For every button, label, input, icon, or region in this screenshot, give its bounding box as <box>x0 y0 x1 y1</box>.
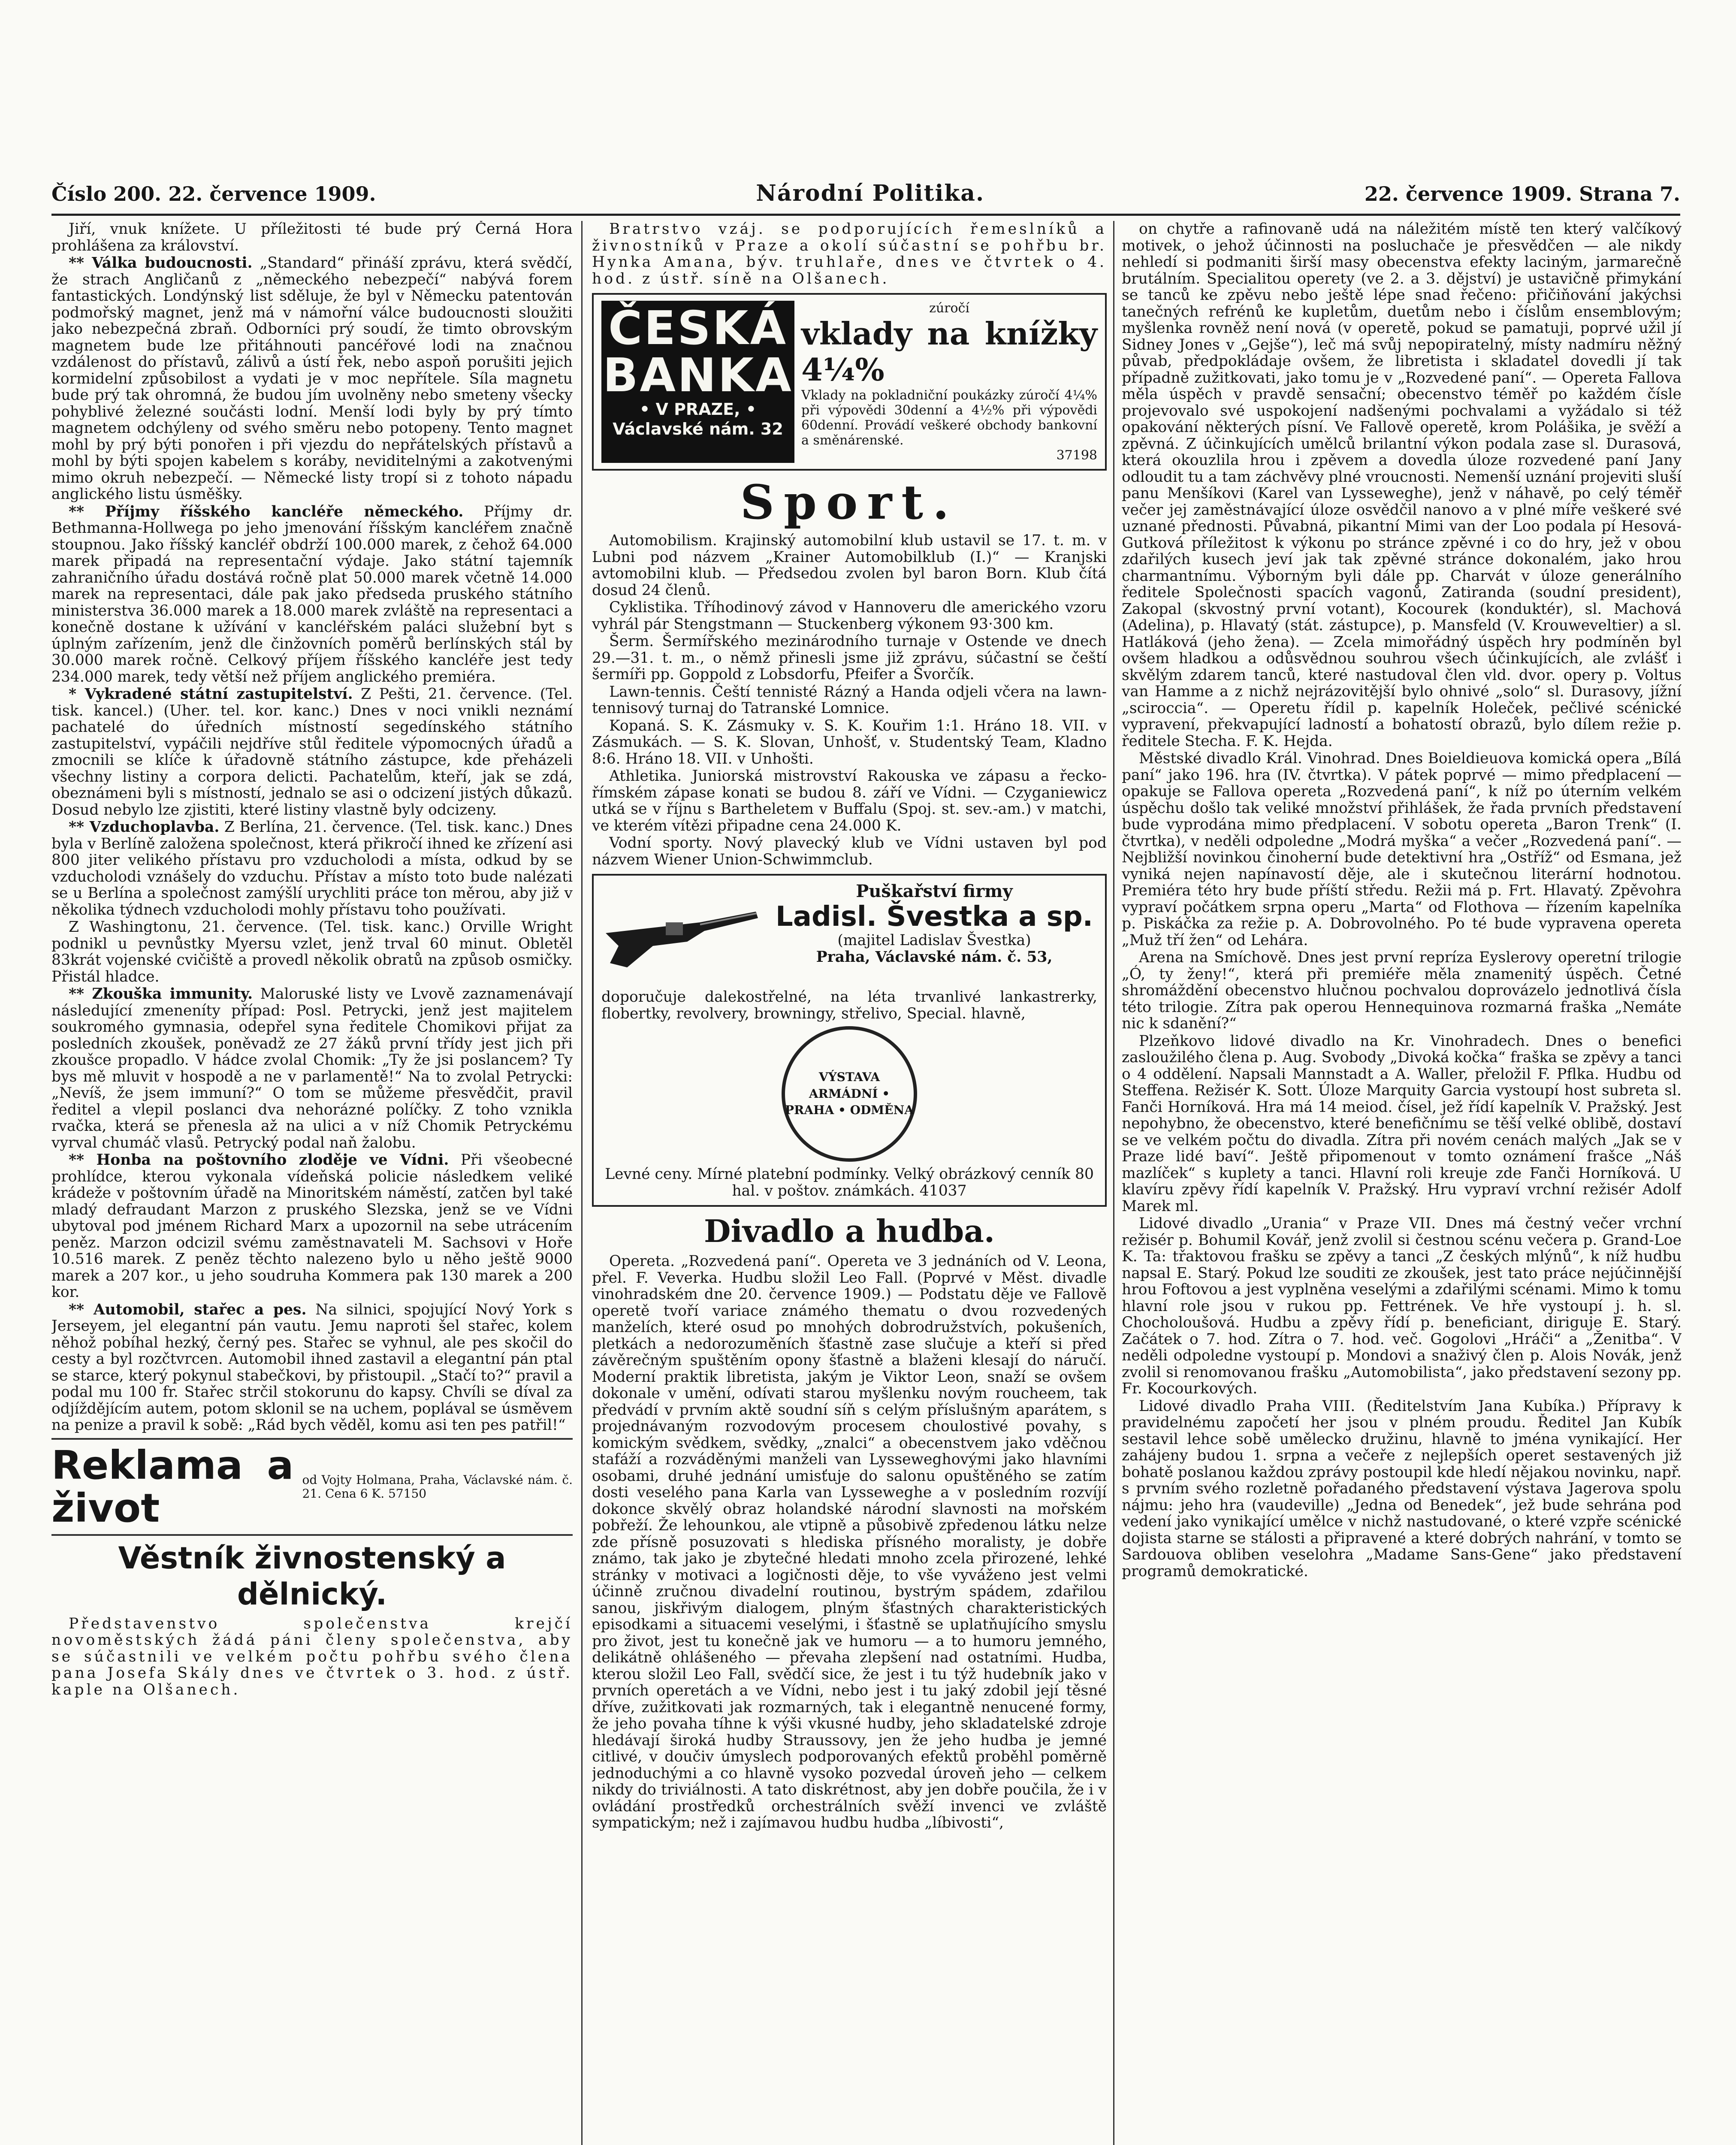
theatre-notice: Plzeňkovo lidové divadlo na Kr. Vinohradech. Dnes o benefici zasloužilého člena p. Aug. Svobody „Divoká kočka“ fraška se zpěvy a tanci o 4 oddělení. Napsali Mannstadt a A. Waller, přeložil F. Pflka. Hudbu od Steffena. Režisér K. Sott. Úloze Marquity Garcia vystoupí host subreta sl. Fanči Horníková. Hra má 14 meiod. čísel, jež řídí kapelník V. Pražský. Jest nepohybno, že obecenstvo, které benefičnímu se těší velké oblibě, dostaví se ve velkém počtu do divadla. Zítra při novém cenách malých „Jak se v Praze lidé baví“. Ještě připomenout v tomto oznámení frašce „Náš mazlíček“ s kuplety a tanci. Hlavní roli kreuje zde Fanči Horníková. U klavíru zpěvy řídí kapelník V. Pražský. Hru vypraví vrchní režisér Adolf Marek ml. <box>1122 1032 1682 1215</box>
bank-offer: zúročí vklady na knížky 4¼% Vklady na pokladniční poukázky zúročí 4¼% při výpovědi 30denní a 4½% při výpovědi 60denní. Provádí veškeré obchody bankovní a směnárenské. 37198 <box>801 301 1097 463</box>
sport-heading: Sport. <box>740 474 959 530</box>
theatre-notice: Městské divadlo Král. Vinohrad. Dnes Boieldieuova komická opera „Bílá paní“ jako 196. hra (IV. čtvrtka). V pátek poprvé — mimo předplacení — opakuje se Fallova opereta „Rozvedená paní“, k níž po úterním velkém úspěchu došlo tak veliké množství přihlášek, že řada prvních představení bude vyprodána mimo předplacení. V sobotu opereta „Baron Trenk“ (I. čtvrtka), v neděli odpoledne „Modrá myška“ a večer „Rozvedená paní“. — Nejbližší novinkou činoherní bude detektivní hra „Ostříž“ od Esmana, jež vyniká nejen napínavostí děje, ale i skutečnou literární hodnotou. Premiéra této hry bude příští středu. Režii má p. Frt. Hlavatý. Zpěvohra vypraví počátkem srpna operu „Marta“ od Flothova — řízením kapelníka p. Piskáčka za režie p. A. Dobrovolného. Po té bude vypravena opereta „Muž tří žen“ od Lehára. <box>1122 750 1682 949</box>
reklama-title: Reklama a život <box>51 1442 294 1531</box>
gun-shop-ad: Puškařství firmy Ladisl. Švestka a sp. (majitel Ladislav Švestka) Praha, Václavské nám. č. 53, doporučuje dalekostřelné, na léta trvanlivé lankastrerky, flobertky, revolvery, browningy, střelivo, Special. hlavně, VÝSTAVA ARMÁDNÍ • PRAHA • ODMĚNA Levné ceny. Mírné platební podmínky. Velký obrázkový cenník 80 hal. v poštov. známkách. 41037 <box>592 874 1107 1207</box>
divider <box>51 1534 573 1536</box>
shotgun-illustration <box>601 882 764 989</box>
gun-shop-info: Puškařství firmy Ladisl. Švestka a sp. (majitel Ladislav Švestka) Praha, Václavské nám. č. 53, <box>776 881 1093 966</box>
bank-logo: ČESKÁ BANKA • V PRAZE, • Václavské nám. 32 <box>601 301 794 463</box>
page-header <box>51 180 1680 210</box>
column-1 <box>51 221 573 2145</box>
reklama-info: od Vojty Holmana, Praha, Václavské nám. č. 21. Cena 6 K. 57150 <box>302 1472 573 1501</box>
sport-item: Athletika. Juniorská mistrovství Rakouska ve zápasu a řecko-římském zápase konati se budou 8. září ve Vídni. — Czyganiewicz utká se v říjnu s Bartheletem v Buffalu (Spoj. st. sev.-am.) v matchi, ve kterém vítězi připadne cena 24.000 K. <box>592 767 1107 834</box>
theatre-notice: Arena na Smíchově. Dnes jest první repríza Eyslerovy operetní trilogie „Ó, ty ženy!“, která při premiéře měla znamenitý úspěch. Četné shromáždění obecenstvo hlučnou pochvalou doprovázelo jednotlivá čísla této trilogie. Zítra pak operou Hennequinova rozmarná fraška „Nemáte nic k sdanění?“ <box>1122 949 1682 1032</box>
article: ** Vzduchoplavba. Z Berlína, 21. července. (Tel. tisk. kanc.) Dnes byla v Berlíně založena společnost, která přikročí ihned ke zřízení asi 800 jiter velikého přístavu pro vzducholodi a místa, odkud by se vzducholodi vznášely do vzduchu. Přístav a místo toto bude nalézati se u Berlína a společnost zamýšlí urychliti práce ton měrou, aby již v několika týdnech vzducholodi mohly přístavu toho používati. <box>51 819 573 918</box>
article-text: Bratrstvo vzáj. se podporujících řemeslníků a živnostníků v Praze a okolí súčastní se pohřbu br. Hynka Amana, býv. truhlaře, dnes ve čtvrtek o 4. hod. z ústř. síně na Olšanech. <box>592 221 1107 287</box>
sport-item: Šerm. Šermířského mezinárodního turnaje v Ostende ve dnech 29.—31. t. m., o němž přinesli jsme již zprávu, súčastní se čeští šermíři pp. Goppold z Lobsdorfu, Pfeifer a Švorčík. <box>592 633 1107 683</box>
masthead: Národní Politika. <box>756 180 985 206</box>
sport-item: Lawn-tennis. Čeští tennisté Rázný a Handa odjeli včera na lawn-tennisový turnaj do Tatranské Lomnice. <box>592 683 1107 717</box>
bank-rate: vklady na knížky 4¼% <box>801 315 1097 388</box>
exhibition-medal: VÝSTAVA ARMÁDNÍ • PRAHA • ODMĚNA <box>782 1026 917 1162</box>
article: ** Válka budoucnosti. „Standard“ přináší zprávu, která svědčí, že strach Angličanů z „německého nebezpečí“ nabývá forem fantastických. Londýnský list sděluje, že byl v Německu patentován podmořský magnet, jenž má v námořní válce budoucnosti sloužiti jako nebezpečná zbraň. Odborníci prý soudí, že timto obrovským magnetem bude lze přitáhnouti pancéřové lodi na značnou vzdálenost do přístavů, zálivů a ústí řek, nebo aspoň porušiti jejich kormidelní způsobilost a vydati je v moc nepřítele. Síla magnetu bude prý tak ohromná, že budou jím uvolněny nebo smeteny všecky pohyblivé železné součásti lodní. Menší lodi byly by prý tímto magnetem odchýleny od svého směru nebo potopeny. Tento magnet mohl by prý býti ponořen i při vjezdu do nepřátelských přístavů a mohl by býti spojen kabelem s koráby, neviditelnými a zakotvenými mimo okruh nebezpečí. — Německé listy tropí si z tohoto nápadu anglického listu úsměšky. <box>51 254 573 503</box>
sport-item: Automobilism. Krajinský automobilní klub ustavil se 17. t. m. v Lubni pod názvem „Krainer Automobilklub (I.)“ — Kranjski avtomobilni klub. — Předsedou zvolen byl baron Born. Klub čítá dosud 24 členů. <box>592 532 1107 599</box>
ceska-banka-ad <box>592 293 1107 471</box>
article: ** Příjmy říšského kancléře německého. Příjmy dr. Bethmanna-Hollwega po jeho jmenování říšským kancléřem značně stoupnou. Jako říšský kancléř obdrží 100.000 marek, z čehož 64.000 marek připadá na representační výdaje. Jako státní tajemník zahraničního úřadu dostává ročně plat 50.000 marek včetně 14.000 marek na representaci, dále pak jako předseda pruského státního ministerstva 36.000 marek a 18.000 marek zvláště na representaci a konečně dostane k užívání v kancléřském paláci služební byt s úplným zařízením, jenž dle činžovních poměrů berlínských stál by 30.000 marek ročně. Celkový příjem říšského kancléře jest tedy 234.000 marek, tedy větší než příjem anglického premiéra. <box>51 503 573 686</box>
review-text: on chytře a rafinovaně udá na náležitém místě ten který valčíkový motivek, o jehož účinnosti na posluchače je přesvědčen — ale nikdy nehledí si podmaniti širší masy obecenstva efekty laciným, jarmarečně brutálním. Specialitou operety (ve 2. a 3. dějství) je ustavičně přimykání se tanců ke zpěvu nebo ještě lépe snad řečeno: přičiňování jakýchsi tanečných refrénů ke kupletům, duetům nebo i číslům ensemblovým; myšlenka rovněž není nová (v operetě, pokud se pamatuji, poprvé užil jí Sidney Jones v „Gejše“), leč má svůj nepopiratelný, místy nadmíru něžný půvab, předpokládaje ovšem, že libretista i skladatel dovedli jí tak případně zužitkovati, jako tomu je v „Rozvedené paní“. — Opereta Fallova měla úspěch v pravdě sensační; obecenstvo téměř po každém čísle projevovalo své uspokojení nadšenými pochvalami a vyžádalo si též opakování některých písní. Ve Fallově operetě, krom Polášika, je svěží a zpěvná. Z účinkujících umělců brilantní výkon podala zase sl. Durasová, která okouzlila hrou i zpěvem a dovedla úloze rozvedené paní Jany odloudit tu a tam záchvěvy plné vroucnosti. Nemenší uznání projeviti sluší panu Menšíkovi (Karel van Lysseweghe), jenž v náhavě, po celý téměř večer jej zaměstnávající úloze osvědčil nanovo a v plné míře veškeré své uznané přednosti. Půvabná, pikantní Mimi van der Loo podala pí Hesová-Gutková příležitost k výkonu po stránce zpěvné i co do hry, jež v obou zdařilých kusech jeví jak tak zpěvné stránce dokonalém, jako hrou charmantnímu. Výborným byli dále pp. Charvát v úloze generálního ředitele Společnosti spacích vagonů, Zatiranda (soudní president), Zakopal (skvostný první votant), Kocourek (konduktér), sl. Machová (Adelina), p. Hlavatý (stát. zástupce), p. Mansfeld (V. Krouweveltier) a sl. Hatláková (jeho žena). — Zcela mimořádný úspěch hry podmíněn byl ovšem hladkou a odůsvědnou souhrou všech účinkujících, ale zvlášť i skvělým zdarem tanců, které nastudoval člen vld. dvor. opery p. Voltus van Hamme a z nichž nejrázovitější bylo ohnivé „solo“ sl. Durasovy, jížní „sciroccia“. — Operetu řídil p. kapelník Holeček, pečlivé scénické vypravení, překvapující ladností a bohatostí obrazů, bylo dílem režie p. ředitele Stecha. F. K. Hejda. <box>1122 221 1682 750</box>
reklama-ad <box>51 1444 573 1530</box>
review-text: Opereta. „Rozvedená paní“. Opereta ve 3 jednáních od V. Leona, přel. F. Veverka. Hudbu složil Leo Fall. (Poprvé v Měst. divadle vinohradském dne 20. července 1909.) — Podstatu děje ve Fallově operetě tvoří variace známého thematu o dvou rozvedených manželích, které osud po mnohých dobrodružstvích, pokušeních, pletkách a nedorozuměních šťastně zase slučuje a kteří si před závěrečným spuštěním opony šťastně a blaženi klesají do náručí. Moderní praktik libretista, jakým je Viktor Leon, snaží se ovšem dokonale v umění, odívati starou myšlenku novým roucheem, tak předvádí v prvním aktě soudní síň s celým příslušným aparátem, s projednávaným rozvodovým procesem choulostivé povahy, s komickým svědkem, svědky, „znalci“ a obecenstvem jako vděčnou stafáží a rozváděnými manželi van Lysseweghovými jako hlavními osobami, druhé jednání umisťuje do salonu opuštěného se zatím dosti veselého pana Karla van Lysseweghe a v posledním rozvíjí dokonce skvělý obraz holandské národní slavnosti na mořském pobřeží. Že lehounkou, ale vtipně a působivě zpředenou látku nelze zde přísně posuzovati s hlediska přísného moralisty, je dobře známo, tak jako je zbytečné hledati mnoho zcela přirozené, lehké stránky v motivaci a logičnosti děje, to vše vyváženo jest velmi účinně zručnou divadelní routinou, bystrým spádem, zdařilou sanou, jiskřivým dialogem, plným šťastných charakteristických episodkami a situacemi veselými, i šťastně se uplatňujícího smyslu pro život, jest tu konečně jak ve humoru — a to humoru jemného, delikátně ohlášeného — převaha zlepšení nad ostatními. Hudba, kterou složil Leo Fall, svědčí sice, že jest i tu týž hudebník jako v prvních operetách a ve Vídni, nebo jest i tu jaký zdobil její těsné dříve, zužitkovati jak rozmarných, tak i elegantně nenucené formy, že jeho povaha tíhne k výši vkusné hudby, jeho skladatelské zdroje hledávají široká hudby Straussovy, jen že jeho hudba je jemné citlivé, v doučiv úmyslech podporovaných efektů proběhl poměrně jednoduchými a co hlavně vysoko pozvedal úroveň jeho — celkem nikdy do triviálnosti. A tato diskrétnost, aby jen dobře poučila, že i v ovládání prostředků orchestrálních svěží invenci ve zvláště sympatickým; než i zajímavou hudbu hudba „líbivosti“, <box>592 1253 1107 1831</box>
sport-item: Cyklistika. Tříhodinový závod v Hannoveru dle amerického vzoru vyhrál pár Stengstmann — Stuckenberg výkonem 93·300 km. <box>592 599 1107 633</box>
sport-item: Vodní sporty. Nový plavecký klub ve Vídni ustaven byl pod názvem Wiener Union-Schwimmclub. <box>592 834 1107 868</box>
header-rule <box>51 214 1680 216</box>
article-text: Jiří, vnuk knížete. U příležitosti té bude prý Černá Hora prohlášena za království. <box>51 221 573 254</box>
column-divider <box>1113 221 1114 2145</box>
article: ** Automobil, stařec a pes. Na silnici, spojující Nový York s Jerseyem, jel elegantní pán vautu. Jemu naproti šel stařec, kolem něhož pobíhal hezký, černý pes. Stařec se vyhnul, ale pes skočil do cesty a byl rozčtvrcen. Automobil ihned zastavil a elegantní pán ptal se starce, který pokynul stabečkovi, by přistoupil. „Stačí to?“ pravil a podal mu 100 fr. Stařec strčil stokorunu do kapsy. Chvíli se díval za odjíždějícím autem, potom sklonil se na uchem, poplával se úsměvem na penize a pravil k sobě: „Rád bych věděl, komu asi ten pes patřil!“ <box>51 1301 573 1434</box>
article: ** Zkouška immunity. Maloruské listy ve Lvově zaznamenávají následující zmeneníty případ: Posl. Petrycki, jenž jest majitelem soukromého gymnasia, odepřel syna ředitele Chomikovi přijat za posledních zkoušek, poněvadž ze 27 žáků první třídy jest jich při zkoušce propadlo. V hádce zvolal Chomik: „Ty že jsi poslancem? Ty bys mě mluvit v hospodě a ne v parlamentě!“ Na to zvolal Petrycki: „Nevíš, že jsem immuní?“ O tom se můžeme přesvědčit, pravil ředitel a vlepil poslanci dva nehorázné políčky. Z toho vznikla rvačka, která se přenesla až na ulici a v níž Chomik Petryckému vyrval chumáč vlasů. Petrycký podal naň žalobu. <box>51 985 573 1151</box>
column-2 <box>592 221 1107 2145</box>
page-info: 22. července 1909. Strana 7. <box>1364 182 1680 205</box>
theatre-notice: Lidové divadlo Praha VIII. (Ředitelstvím Jana Kubíka.) Přípravy k pravidelnému započetí her jsou v plném proudu. Ředitel Jan Kubík sestavil lehce sobě umělecko družinu, hlavně to jména vynikající. Her zahájeny budou 1. srpna a večeře z nejlepších operet sestavených již bohatě poslanou každou zprávy postoupil kde hledí nějakou novinku, např. s prvním svého rozletně pořadaného představení výstava Jagerova spolu nájmu: jeho hra (vaudeville) „Jedna od Benedek“, jež bude sehrána pod vedení jako vynikající umělce v nichž nastudované, o které vzpře scénické dojista starne se stálosti a připravené a které dobrých nahrání, v tomto se Sardouova obliben veselohra „Madame Sans-Gene“ jako představení programů demokratické. <box>1122 1397 1682 1580</box>
column-divider <box>581 221 583 2145</box>
issue-info: Číslo 200. 22. července 1909. <box>51 182 376 205</box>
article: ** Honba na poštovního zloděje ve Vídni. Při všeobecné prohlídce, kterou vykonala vídeňská policie následkem veliké krádeže v poštovním úřadě na Minoritském náměstí, zatčen byl také mladý defraudant Marzon z pruského Slezska, jenž se ve Vídni ubytoval pod jménem Richard Marx a upozornil na sebe utrácením peněz. Marzon odcizil svému zaměstnavateli M. Sachsovi v Hoře 10.516 marek. Z peněz těchto nalezeno bylo u něho ještě 9000 marek a 207 kor., u jeho soudruha Kommera pak 130 marek a 200 kor. <box>51 1151 573 1301</box>
column-3 <box>1122 221 1682 2145</box>
section-heading: Divadlo a hudba. <box>704 1213 995 1249</box>
article: * Vykradené státní zastupitelství. Z Pešti, 21. července. (Tel. tisk. kancel.) (Uher. tel. kor. kanc.) Dnes v noci vnikli neznámí pachatelé do úředních místností segedínského státního zastupitelství, vypáčili nejdříve stůl ředitele výpomocných úřadů a zmocnili se klíče k úřadovně státního zástupce, kde přeházeli všechny listiny a corpora delicti. Pachatelům, kteří, jak se zdá, obeznámeni byli s místností, jednalo se asi o odcizení jistých důkazů. Dosud nebylo lze zjistiti, které listiny vlastně byly odcizeny. <box>51 686 573 819</box>
article-text: Z Washingtonu, 21. července. (Tel. tisk. kanc.) Orville Wright podnikl u pevnůstky Myersu vzlet, jenž trval 60 minut. Obletěl 83krát vojenské cvičiště a provedl několik obratů na způsob osmičky. Přistál hladce. <box>51 918 573 985</box>
divider <box>51 1438 573 1440</box>
section-heading: Věstník živnostenský a dělnický. <box>118 1540 506 1612</box>
sport-item: Kopaná. S. K. Zásmuky v. S. K. Kouřim 1:1. Hráno 18. VII. v Zásmukách. — S. K. Slovan, Unhošť, v. Studentský Team, Kladno 8:6. Hráno 18. VII. v Unhošti. <box>592 717 1107 767</box>
theatre-notice: Lidové divadlo „Urania“ v Praze VII. Dnes má čestný večer vrchní režisér p. Bohumil Kovář, jenž zvolil si čestnou scénu večera p. Grand-Loe K. Ta: třaktovou frašku se zpěvy a tanci „Z českých mlýnů“, k níž hudbu napsal E. Starý. Pokud lze souditi ze zkoušek, jest tato práce nejúčinnější hrou Foftovou a jest vyplněna veselými a zdařilými scénami. Mimo k tomu hlavní role jsou v rukou pp. Fettrének. Ve hře vystoupí j. h. sl. Chocholoušová. Hudbu a zpěvy řídí p. beneficiant, diriguje E. Starý. Začátek o 7. hod. Zítra o 7. hod. več. Gogolovi „Hráči“ a „Ženitba“. V neděli odpoledne vystoupí p. Mondovi a snaživý člen p. Alois Novák, jenž zvolil si renomovanou frašku „Automobilista“, jako představení sezony pp. Fr. Kocourkových. <box>1122 1215 1682 1397</box>
article-text: Představenstvo společenstva krejčí novoměstských žádá páni členy společenstva, aby se súčastnili ve velkém počtu pohřbu svého člena pana Josefa Skály dnes ve čtvrtek o 3. hod. z ústř. kaple na Olšanech. <box>51 1615 573 1698</box>
